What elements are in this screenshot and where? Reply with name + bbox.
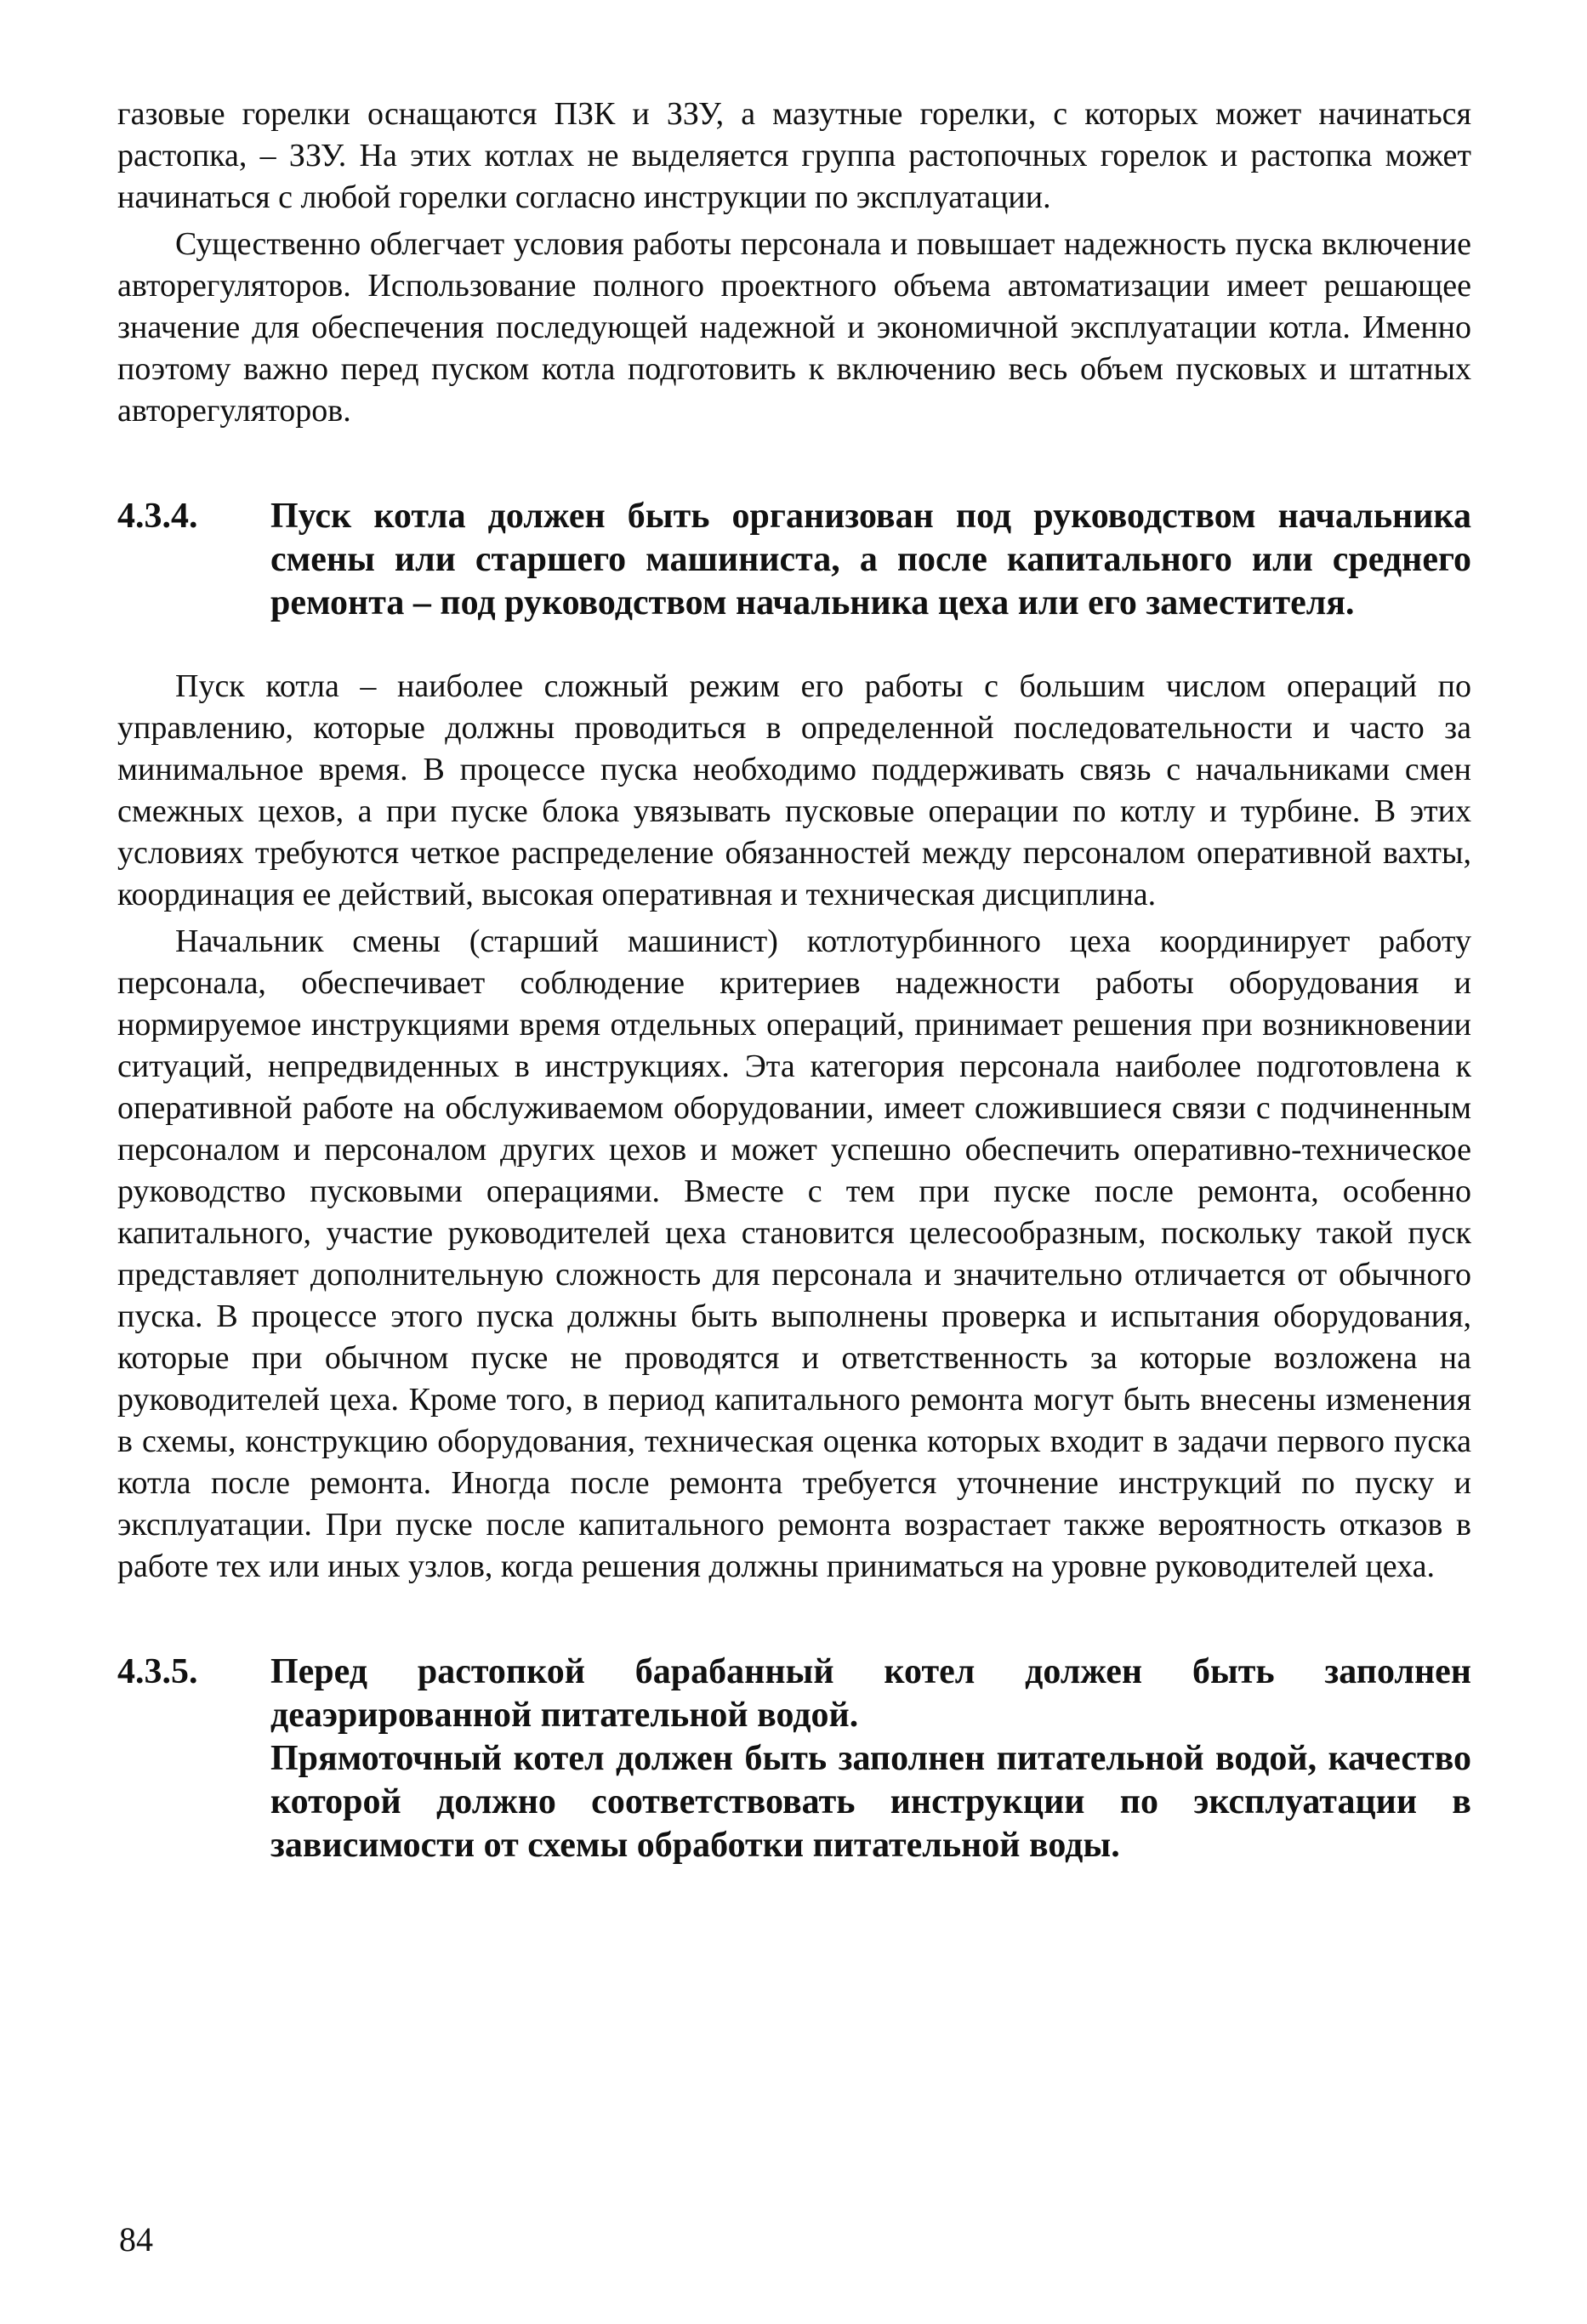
page-number: 84 [119, 2220, 153, 2259]
section-number: 4.3.5. [117, 1652, 198, 1691]
paragraph: Пуск котла – наиболее сложный режим его работы с большим числом операций по управлению, которые должны проводиться в определенной последовательности и часто за минимальное время. В процессе пуска необходимо поддерживать связь с начальниками смен смежных цехов, а при пуске блока увязывать пусковые операции по котлу и турбине. В этих условиях требуются четкое распределение обязанностей между персоналом оперативной вахты, координация ее действий, высокая оперативная и техническая дисциплина. [117, 668, 1471, 912]
paragraph: газовые горелки оснащаются ПЗК и ЗЗУ, а мазутные горелки, с которых может начинаться растопка, – ЗЗУ. На этих котлах не выделяется группа растопочных горелок и растопка может начинаться с любой горелки согласно инструкции по эксплуатации. [117, 96, 1471, 215]
paragraph: Начальник смены (старший машинист) котлотурбинного цеха координирует работу персонала, обеспечивает соблюдение критериев надежности работы оборудования и нормируемое инструкциями время отдельных операций, принимает решения при возникновении ситуаций, непредвиденных в инструкциях. Эта категория персонала наиболее подготовлена к оперативной работе на обслуживаемом оборудовании, имеет сложившиеся связи с подчиненным персоналом и персоналом других цехов и может успешно обеспечить оперативно-техническое руководство пусковыми операциями. Вместе с тем при пуске после ремонта, особенно капитального, участие руководителей цеха становится целесообразным, поскольку такой пуск представляет дополнительную сложность для персонала и значительно отличается от обычного пуска. В процессе этого пуска должны быть выполнены проверка и испытания оборудования, которые при обычном пуске не проводятся и ответственность за которые возложена на руководителей цеха. Кроме того, в период капитального ремонта могут быть внесены изменения в схемы, конструкцию оборудования, техническая оценка которых входит в задачи первого пуска котла после ремонта. Иногда после ремонта требуется уточнение инструкций по пуску и эксплуатации. При пуске после капитального ремонта возрастает также вероятность отказов в работе тех или иных узлов, когда решения должны приниматься на уровне руководителей цеха. [117, 923, 1471, 1584]
section-heading-4-3-5 [117, 1651, 1471, 1867]
page-content [117, 94, 1471, 1867]
section-title: Перед растопкой барабанный котел должен быть заполнен деаэрированной питательной водой. [270, 1652, 1471, 1735]
section-title: Пуск котла должен быть организован под руководством начальника смены или старшего машиниста, а после капитального или среднего ремонта – под руководством начальника цеха или его заместителя. [270, 497, 1471, 622]
paragraph: Существенно облегчает условия работы персонала и повышает надежность пуска включение авторегуляторов. Использование полного проектного объема автоматизации имеет решающее значение для обеспечения последующей надежной и экономичной эксплуатации котла. Именно поэтому важно перед пуском котла подготовить к включению весь объем пусковых и штатных авторегуляторов. [117, 226, 1471, 429]
section-title-continued: Прямоточный котел должен быть заполнен питательной водой, качество которой должно соответствовать инструкции по эксплуатации в зависимости от схемы обработки питательной воды. [270, 1739, 1471, 1865]
section-number: 4.3.4. [117, 497, 198, 536]
section-heading-4-3-4 [117, 495, 1471, 625]
